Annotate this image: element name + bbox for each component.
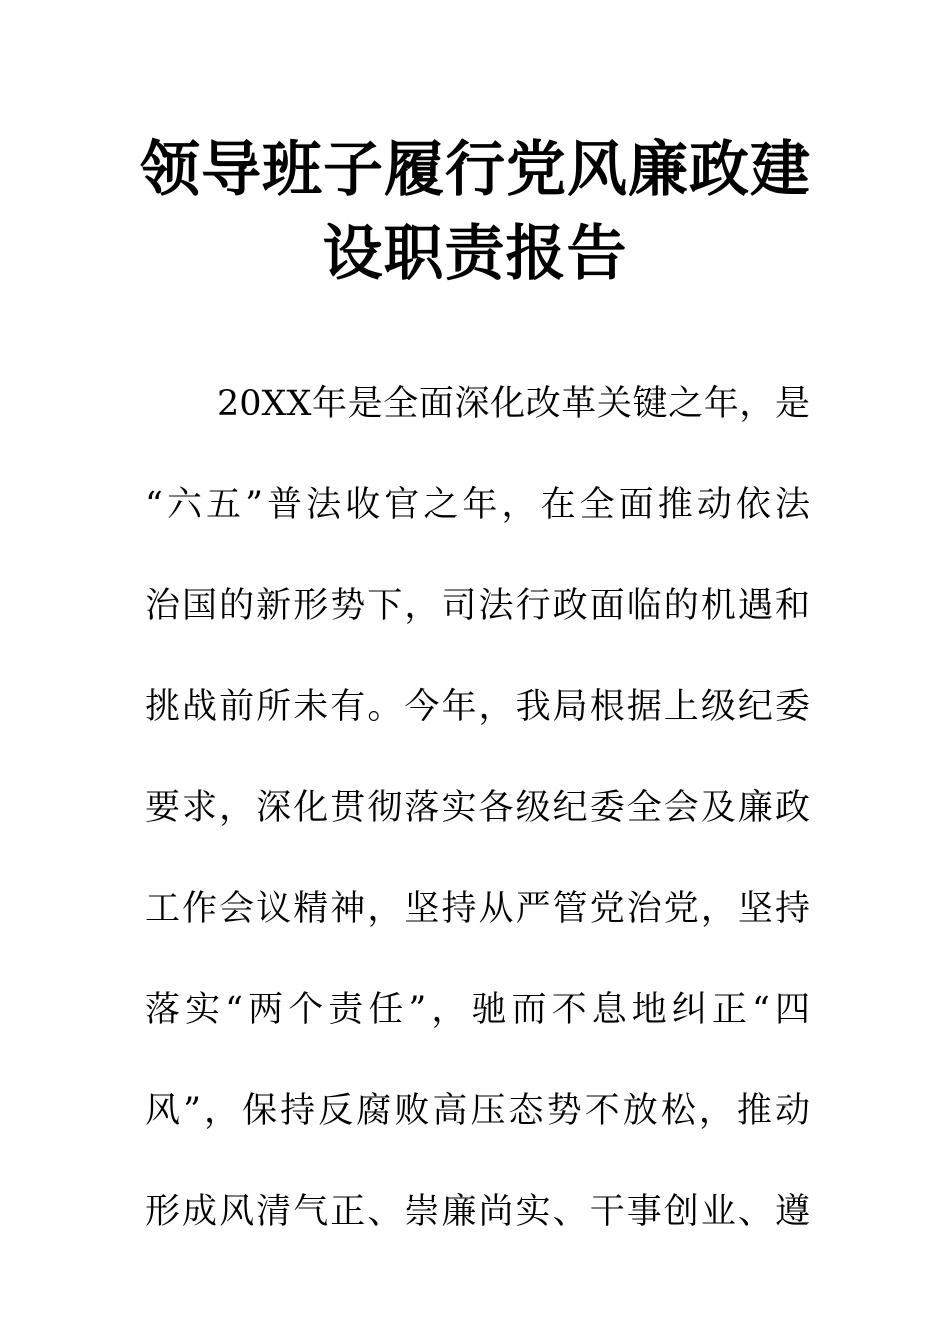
body-line: 挑战前所未有。今年，我局根据上级纪委 — [145, 687, 810, 727]
document-body — [145, 376, 810, 1285]
body-line: 治国的新形势下，司法行政面临的机遇和 — [145, 586, 810, 626]
body-line: 20XX年是全面深化改革关键之年，是 — [217, 384, 810, 424]
body-line: “六五”普法收官之年，在全面推动依法 — [145, 485, 810, 525]
body-line: 风”，保持反腐败高压态势不放松，推动 — [145, 1091, 810, 1131]
body-line: 形成风清气正、崇廉尚实、干事创业、遵 — [145, 1192, 810, 1232]
body-line: 落实“两个责任”，驰而不息地纠正“四 — [145, 990, 810, 1030]
title-line-1: 领导班子履行党风廉政建 — [140, 135, 811, 205]
body-line: 要求，深化贯彻落实各级纪委全会及廉政 — [145, 788, 810, 828]
title-line-2: 设职责报告 — [322, 219, 628, 289]
body-line: 工作会议精神，坚持从严管党治党，坚持 — [145, 889, 810, 929]
document-title — [140, 128, 810, 296]
